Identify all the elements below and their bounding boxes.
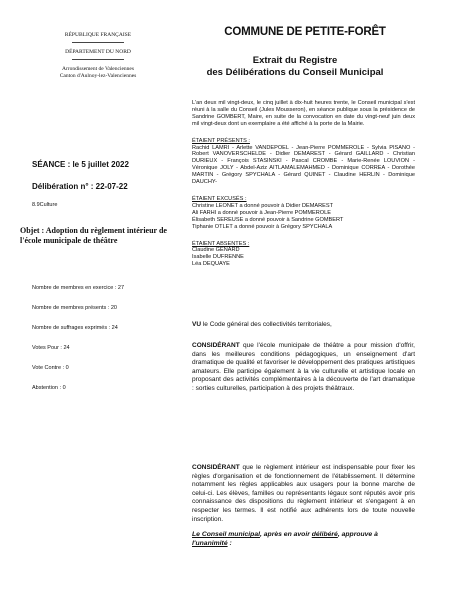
classification-code: 8.9Culture xyxy=(32,202,58,208)
considerant-lead: CONSIDÉRANT xyxy=(192,342,240,349)
separator-line xyxy=(72,42,124,43)
separator-line xyxy=(72,59,124,60)
considerant-paragraph-1 xyxy=(192,342,415,394)
resolution-council: Le Conseil municipal xyxy=(192,531,260,538)
intro-paragraph: L'an deux mil vingt-deux, le cinq juillet à dix-huit heures trente, le Conseil municipal s'est réuni à la salle du Conseil (Jules Mousseron), en séance publique sous la présidence de Sandrine GOMBERT, Maire, en suite de la convocation en date du vingt-neuf juin deux mil vingt-deux dont un exemplaire a été affiché à la porte de la Mairie. xyxy=(192,100,415,127)
vu-paragraph xyxy=(192,322,415,329)
extract-title-line-2: des Délibérations du Conseil Municipal xyxy=(206,67,384,78)
considerant-text: que le règlement intérieur est indispensable pour fixer les règles d'organisation et de fonctionnement de l'établissement. Il détermine notamment les règles applicables aux usagers pour la bonne marche de celui-ci. Les élèves, familles ou représentants légaux sont réputés avoir pris connaissance des dispositions du règlement intérieur et s'engagent à en respecter les termes. Il est notifié aux adhérents lors de toute nouvelle inscription. xyxy=(192,464,415,523)
subject: Objet : Adoption du règlement intérieur de l'école municipale de théâtre xyxy=(20,226,167,245)
excused-heading: ÉTAIENT EXCUSÉS : xyxy=(192,195,247,202)
absent-heading: ÉTAIENT ABSENTES : xyxy=(192,240,250,247)
extract-title-line-1: Extrait du Registre xyxy=(252,55,338,66)
excused-line: Ali FARHI a donné pouvoir à Jean-Pierre POMMEROLE xyxy=(192,209,331,216)
absent-line: Léa DEQUAYE xyxy=(192,261,230,268)
body-attendance xyxy=(192,100,415,268)
absent-line: Claudine GENARD xyxy=(192,247,240,254)
stat-members-present: Nombre de membres présents : 20 xyxy=(32,305,117,311)
republic-label: RÉPUBLIQUE FRANÇAISE xyxy=(64,32,132,38)
extract-title xyxy=(180,55,410,79)
vu-lead: VU xyxy=(192,321,202,328)
excused-line: Christine LEONET a donné pouvoir à Didier DEMAREST xyxy=(192,202,334,209)
considerant-paragraph-2 xyxy=(192,464,415,524)
considerant-text: que l'école municipale de théâtre a pour mission d'offrir, dans les meilleures conditions pédagogiques, un enseignement d'art dramatique de qualité et favoriser le développement des pratiques artistiques amateurs. Elle participe également à la vie culturelle et artistique locale en proposant des activités complémentaires à la découverte de l'art dramatique : sorties culturelles, participation à des projets théâtraux. xyxy=(192,342,415,392)
stat-abstentions: Abstention : 0 xyxy=(32,385,66,391)
resolution-deliberated: délibéré xyxy=(311,531,338,538)
department-label: DÉPARTEMENT DU NORD xyxy=(65,49,131,55)
deliberation-number: Délibération n° : 22-07-22 xyxy=(32,182,128,191)
resolution-unanimity: l'unanimité xyxy=(192,540,228,547)
excused-line: Tiphanie OTLET a donné pouvoir à Grégory SPYCHALA xyxy=(192,223,333,230)
canton-label: Canton d'Aulnoy-lez-Valenciennes xyxy=(59,73,137,79)
stat-members-in-office: Nombre de membres en exercice : 27 xyxy=(32,285,125,291)
stat-votes-against: Vote Contre : 0 xyxy=(32,365,69,371)
header-left-block xyxy=(48,32,148,80)
resolution-colon: : xyxy=(227,540,232,547)
vu-text: le Code général des collectivités territoriales, xyxy=(201,321,332,328)
present-names: Rachid LAMRI - Arlette VANDEPOEL - Jean-Pierre POMMEROLE - Sylvia PISANO - Robert VANOVERSCHELDE - Didier DEMAREST - Gérard GAILLARD - Christian DURIEUX - François STASINSKI - Pascal CROMBE - Marie-Renée LOUVION - Véronique JOLY - Abdel-Aziz AITLAMALEMAHMED - Dominique CORREA - Dorothée MARTIN - Grégory SPYCHALA - Gérard QUINET - Claudine HERLIN - Dominique DAUCHY- xyxy=(192,144,415,186)
commune-title: COMMUNE DE PETITE-FORÊT xyxy=(224,26,386,38)
session-date: SÉANCE : le 5 juillet 2022 xyxy=(32,160,129,169)
present-heading: ÉTAIENT PRÉSENTS : xyxy=(192,137,250,144)
resolution-text: , approuve à xyxy=(337,531,378,538)
stat-votes-for: Votes Pour : 24 xyxy=(32,345,70,351)
vote-stats xyxy=(32,285,182,405)
stat-votes-cast: Nombre de suffrages exprimés : 24 xyxy=(32,325,118,331)
arrondissement-label: Arrondissement de Valenciennes xyxy=(62,66,134,72)
resolution-line xyxy=(192,530,415,548)
resolution-text: , après en avoir xyxy=(259,531,312,538)
excused-line: Élisabeth SEREUSE a donné pouvoir à Sandrine GOMBERT xyxy=(192,216,344,223)
considerant-lead: CONSIDÉRANT xyxy=(192,464,240,471)
absent-line: Isabelle DUFRENNE xyxy=(192,254,244,261)
